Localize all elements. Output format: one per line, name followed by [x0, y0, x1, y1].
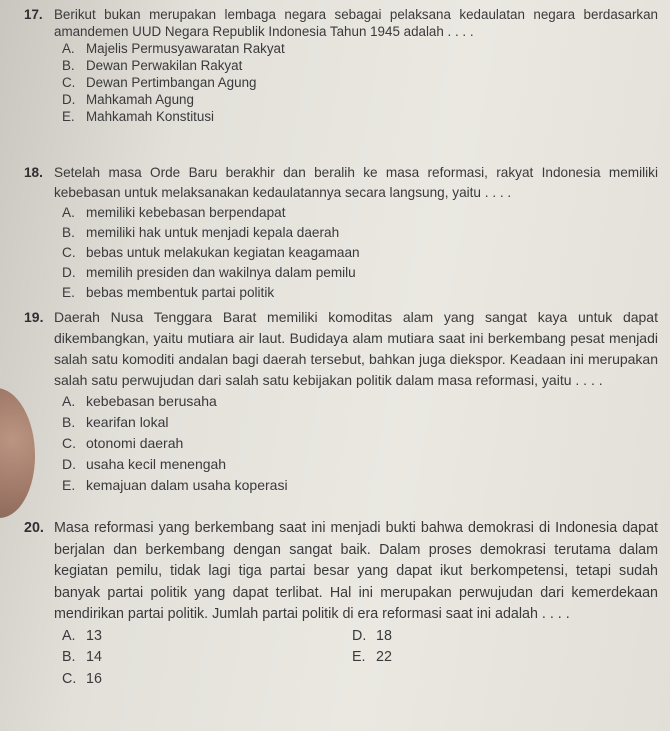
- option-list: [62, 391, 658, 496]
- option-c[interactable]: C. Dewan Pertimbangan Agung: [62, 75, 257, 90]
- option-a[interactable]: A. kebebasan berusaha: [62, 393, 217, 409]
- question-number: 17.: [24, 7, 43, 22]
- option-b[interactable]: B. kearifan lokal: [62, 414, 169, 430]
- option-c[interactable]: C. bebas untuk melakukan kegiatan keagamaan: [62, 245, 360, 260]
- option-d[interactable]: D. usaha kecil menengah: [62, 456, 227, 472]
- question-stem: Berikut bukan merupakan lembaga negara sebagai pelaksana kedaulatan negara berdasarkan amandemen UUD Negara Republik Indonesia Tahun 1945 adalah . . . .: [54, 7, 658, 39]
- option-list: [62, 40, 658, 125]
- question-stem: Setelah masa Orde Baru berakhir dan beralih ke masa reformasi, rakyat Indonesia memiliki kebebasan untuk melaksanakan kedaulatannya secara langsung, yaitu . . . .: [54, 165, 658, 200]
- option-c[interactable]: C. 16: [62, 670, 102, 687]
- option-b[interactable]: B. Dewan Perwakilan Rakyat: [62, 58, 243, 73]
- option-a[interactable]: A. Majelis Permusyawaratan Rakyat: [62, 41, 285, 56]
- option-c[interactable]: C. otonomi daerah: [62, 435, 184, 451]
- question-number: 19.: [24, 309, 44, 325]
- option-b[interactable]: B. memiliki hak untuk menjadi kepala daerah: [62, 225, 340, 240]
- question-19: [24, 307, 658, 496]
- option-e[interactable]: E. Mahkamah Konstitusi: [62, 109, 215, 124]
- option-d[interactable]: D. Mahkamah Agung: [62, 92, 194, 107]
- question-18: [24, 163, 658, 303]
- option-e[interactable]: E. bebas membentuk partai politik: [62, 285, 275, 300]
- question-17: [24, 6, 658, 125]
- option-d[interactable]: D. memilih presiden dan wakilnya dalam pemilu: [62, 265, 356, 280]
- option-list: [62, 203, 658, 303]
- question-stem: Daerah Nusa Tenggara Barat memiliki komoditas alam yang sangat kaya untuk dapat dikembangkan, yaitu mutiara air laut. Budidaya alam mutiara saat ini berkembang pesat menjadi salah satu komoditi andalan bagi daerah tersebut, bahkan juga diekspor. Keadaan ini merupakan salah satu perwujudan dari salah satu kebijakan politik dalam masa reformasi, yaitu . . . .: [54, 309, 658, 388]
- question-stem: Masa reformasi yang berkembang saat ini menjadi bukti bahwa demokrasi di Indonesia dapat berjalan dan berkembang dengan sangat baik. Dalam proses demokrasi terutama dalam kegiatan pemilu, tidak lagi tiga partai besar yang dapat ikut berkompetensi, tetapi sudah banyak partai politik yang dapat terlibat. Hal ini merupakan perwujudan dari kemerdekaan mendirikan partai politik. Jumlah partai politik di era reformasi saat ini adalah . . . .: [54, 520, 658, 622]
- option-list: [62, 626, 658, 691]
- option-e[interactable]: E. kemajuan dalam usaha koperasi: [62, 477, 288, 493]
- option-a[interactable]: A. 13: [62, 627, 102, 644]
- question-number: 18.: [24, 165, 43, 180]
- question-20: [24, 518, 658, 690]
- option-e[interactable]: E. 22: [352, 649, 392, 665]
- option-a[interactable]: A. memiliki kebebasan berpendapat: [62, 205, 286, 220]
- option-b[interactable]: B. 14: [62, 649, 102, 665]
- option-d[interactable]: D. 18: [352, 627, 392, 644]
- question-number: 20.: [24, 520, 44, 536]
